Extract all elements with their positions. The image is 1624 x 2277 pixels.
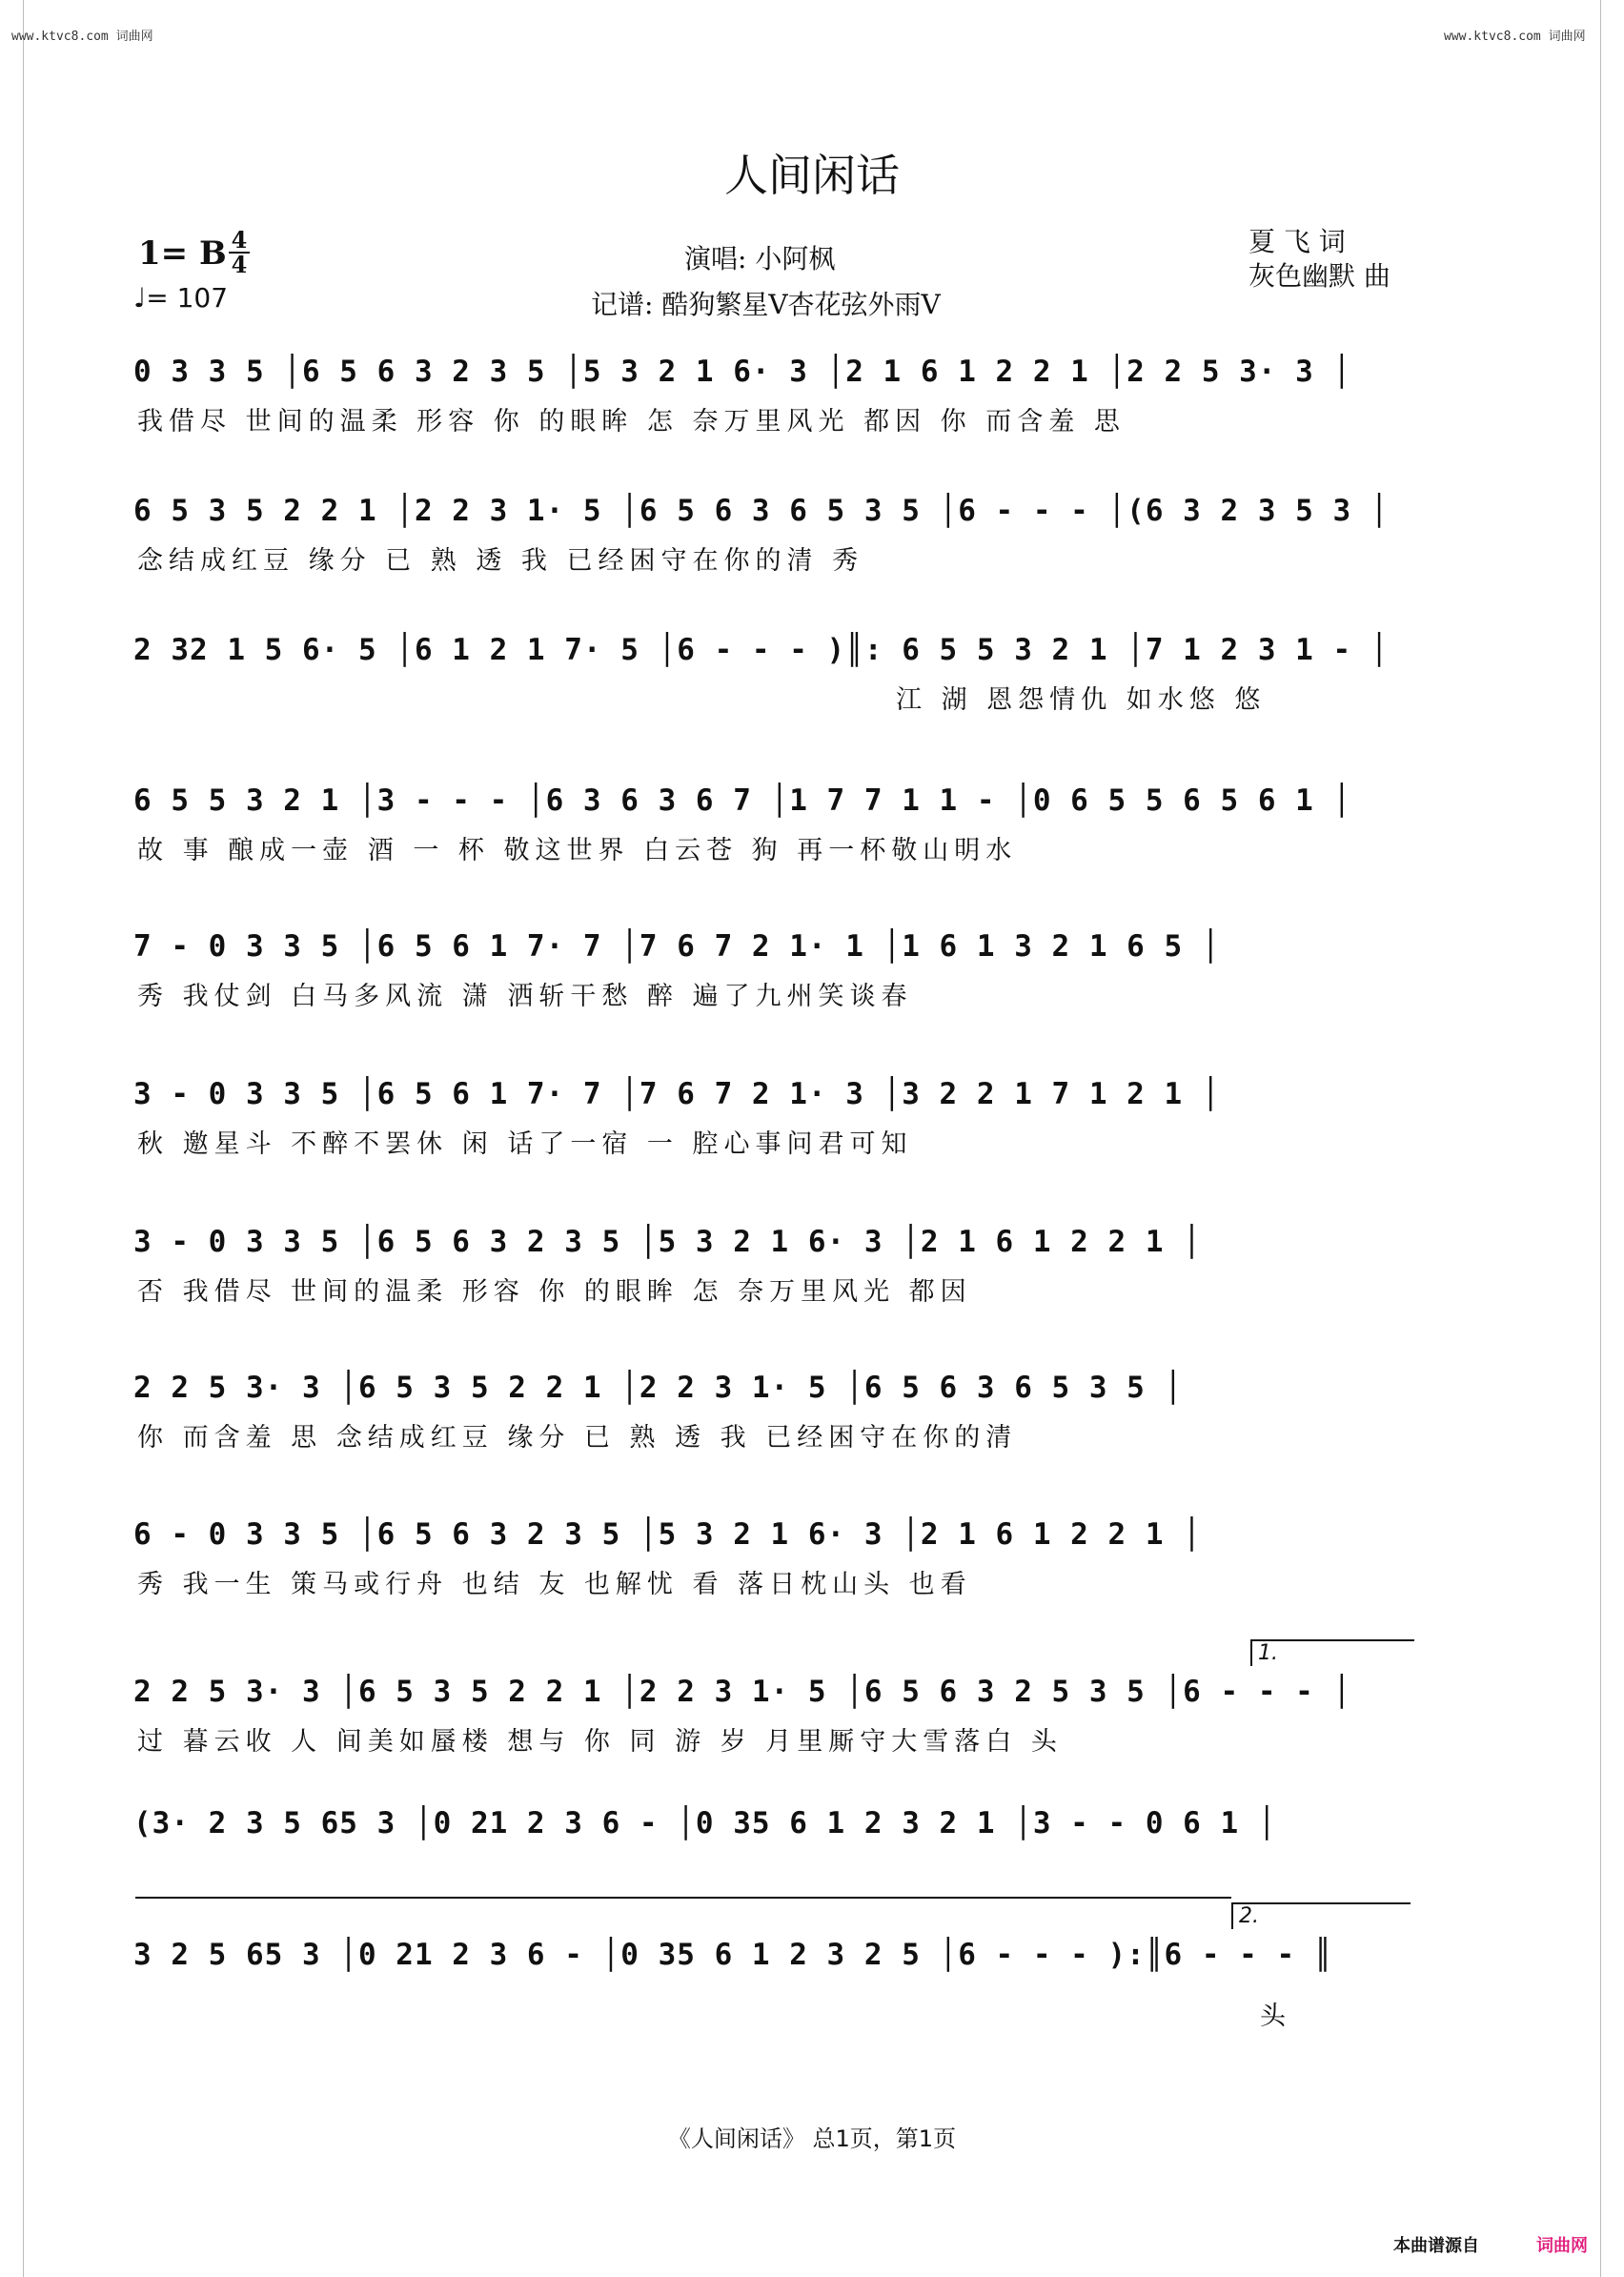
watermark-right: www.ktvc8.com 词曲网 (1444, 30, 1586, 44)
tempo-marking: ♩= 107 (133, 282, 229, 314)
right-margin-strip (1600, 0, 1616, 2277)
time-signature-bottom: 4 (231, 251, 248, 278)
page-footer: 《人间闲话》 总1页，第1页 (667, 2125, 957, 2152)
volta-first-label: 1. (1258, 1641, 1278, 1665)
lyrics-line: 秀 我仗剑 白马多风流 潇 洒斩干愁 醉 遍了九州笑谈春 (137, 982, 913, 1011)
lyrics-line: 过 暮云收 人 间美如蜃楼 想与 你 同 游 岁 月里厮守大雪落白 头 (137, 1727, 1063, 1757)
lyrics-line: 故 事 酿成一壶 酒 一 杯 敬这世界 白云苍 狗 再一杯敬山明水 (137, 836, 1018, 865)
notation-line: 2 2 5 3· 3 │6 5 3 5 2 2 1 │2 2 3 1· 5 │6 5 6 3 6 5 3 5 │ (133, 1371, 1184, 1405)
lyrics-line: 你 而含羞 思 念结成红豆 缘分 已 熟 透 我 已经困守在你的清 (137, 1423, 1018, 1453)
source-label: 本曲谱源自 (1393, 2236, 1479, 2256)
watermark-left: www.ktvc8.com 词曲网 (11, 30, 153, 44)
notation-line: 7 - 0 3 3 5 │6 5 6 1 7· 7 │7 6 7 2 1· 1 │1 6 1 3 2 1 6 5 │ (133, 929, 1221, 964)
singer-credit: 演唱: 小阿枫 (684, 243, 836, 274)
lyrics-line: 念结成红豆 缘分 已 熟 透 我 已经困守在你的清 秀 (137, 546, 864, 576)
volta-second-ending (1231, 1902, 1411, 1929)
lyrics-line: 否 我借尽 世间的温柔 形容 你 的眼眸 怎 奈万里风光 都因 (137, 1277, 972, 1307)
lyrics-line: 江 湖 恩怨情仇 如水悠 悠 (896, 685, 1267, 715)
time-signature-top: 4 (231, 226, 248, 254)
notation-line: 2 2 5 3· 3 │6 5 3 5 2 2 1 │2 2 3 1· 5 │6 5 6 3 2 5 3 5 │6 - - - │ (133, 1675, 1352, 1709)
notation-line: 0 3 3 5 │6 5 6 3 2 3 5 │5 3 2 1 6· 3 │2 1 6 1 2 2 1 │2 2 5 3· 3 │ (133, 355, 1352, 389)
left-margin-strip (8, 0, 24, 2277)
notation-line: 6 5 5 3 2 1 │3 - - - │6 3 6 3 6 7 │1 7 7 1 1 - │0 6 5 5 6 5 6 1 │ (133, 783, 1352, 818)
lyrics-line: 秀 我一生 策马或行舟 也结 友 也解忧 看 落日枕山头 也看 (137, 1570, 972, 1599)
lyrics-line: 头 (1260, 2002, 1291, 2031)
notation-line: (3· 2 3 5 65 3 │0 21 2 3 6 - │0 35 6 1 2 3 2 1 │3 - - 0 6 1 │ (133, 1806, 1277, 1840)
song-title: 人间闲话 (724, 150, 900, 201)
notation-line: 6 - 0 3 3 5 │6 5 6 3 2 3 5 │5 3 2 1 6· 3 │2 1 6 1 2 2 1 │ (133, 1517, 1202, 1552)
lyrics-line: 秋 邀星斗 不醉不罢休 闲 话了一宿 一 腔心事问君可知 (137, 1129, 913, 1159)
volta-second-label: 2. (1239, 1904, 1259, 1928)
volta-first-ending (1250, 1639, 1414, 1666)
notation-line: 3 - 0 3 3 5 │6 5 6 3 2 3 5 │5 3 2 1 6· 3 │2 1 6 1 2 2 1 │ (133, 1225, 1202, 1259)
lyricist-credit: 夏 飞 词 (1248, 226, 1346, 257)
composer-credit: 灰色幽默 曲 (1248, 260, 1391, 292)
notation-line: 3 2 5 65 3 │0 21 2 3 6 - │0 35 6 1 2 3 2 5 │6 - - - ):║6 - - - ║ (133, 1938, 1333, 1972)
transcriber-credit: 记谱: 酷狗繁星V杏花弦外雨V (591, 289, 941, 320)
site-link[interactable]: 词曲网 (1536, 2236, 1588, 2256)
notation-line: 6 5 3 5 2 2 1 │2 2 3 1· 5 │6 5 6 3 6 5 3 5 │6 - - - │(6 3 2 3 5 3 │ (133, 494, 1390, 528)
time-signature (229, 226, 250, 278)
notation-line: 2 32 1 5 6· 5 │6 1 2 1 7· 5 │6 - - - )║: 6 5 5 3 2 1 │7 1 2 3 1 - │ (133, 633, 1390, 667)
lyrics-line: 我借尽 世间的温柔 形容 你 的眼眸 怎 奈万里风光 都因 你 而含羞 思 (137, 407, 1126, 437)
key-signature: 1= B (138, 234, 227, 273)
continuation-bracket-line (135, 1897, 1231, 1899)
notation-line: 3 - 0 3 3 5 │6 5 6 1 7· 7 │7 6 7 2 1· 3 │3 2 2 1 7 1 2 1 │ (133, 1077, 1221, 1111)
